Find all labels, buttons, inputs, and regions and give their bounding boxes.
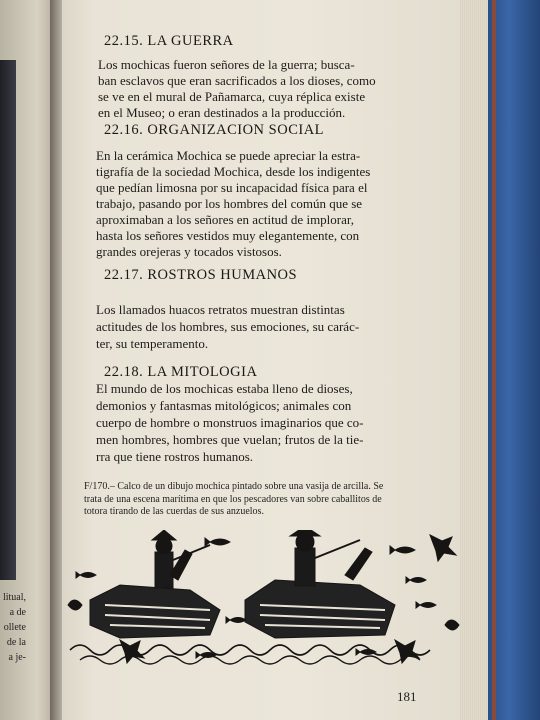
heading-rostros-humanos: 22.17. ROSTROS HUMANOS bbox=[104, 267, 298, 283]
paragraph-rostros-humanos: Los llamados huacos retratos muestran distintas actitudes de los hombres, sus emociones, su carác- ter, su temperamento. bbox=[96, 302, 360, 351]
heading-la-mitologia: 22.18. LA MITOLOGIA bbox=[104, 364, 258, 380]
left-page-photo bbox=[0, 60, 16, 580]
cover-spine bbox=[492, 0, 496, 720]
paragraph-organizacion-social: En la cerámica Mochica se puede apreciar la estra- tigrafía de la sociedad Mochica, desde los indigentes que pedían limosna por su incapacidad física para el trabajo, pasando por los hombres del común que se aproximaban a los señores en actitud de implorar, hasta los señores vestidos muy elegantemente, con grandes orejeras y tocados vistosos. bbox=[96, 148, 371, 259]
mochica-illustration bbox=[60, 530, 465, 670]
left-page-text: litual, a de ollete de la a je- bbox=[2, 592, 26, 663]
page-number: 181 bbox=[397, 689, 417, 704]
paragraph-la-mitologia: El mundo de los mochicas estaba lleno de dioses, demonios y fantasmas mitológicos; animales con cuerpo de hombre o monstruos imaginarios que co- men hombres, hombres que vuelan; frutos de la tie- rra que tiene rostros humanos. bbox=[96, 381, 364, 464]
paragraph-la-guerra: Los mochicas fueron señores de la guerra; busca- ban esclavos que eran sacrificados a los dioses, como se ve en el mural de Pañamarca, cuya réplica existe en el Museo; o eran destinados a la producción. bbox=[98, 57, 376, 120]
totora-boat-icon bbox=[90, 585, 220, 638]
heading-organizacion-social: 22.16. ORGANIZACION SOCIAL bbox=[104, 122, 325, 138]
figure-caption: F/170.– Calco de un dibujo mochica pintado sobre una vasija de arcilla. Se trata de una escena marítima en que los pescadores van sobre caballitos de totora tirando de las cuerdas de sus anzuelos. bbox=[84, 481, 384, 517]
heading-la-guerra: 22.15. LA GUERRA bbox=[104, 33, 234, 49]
